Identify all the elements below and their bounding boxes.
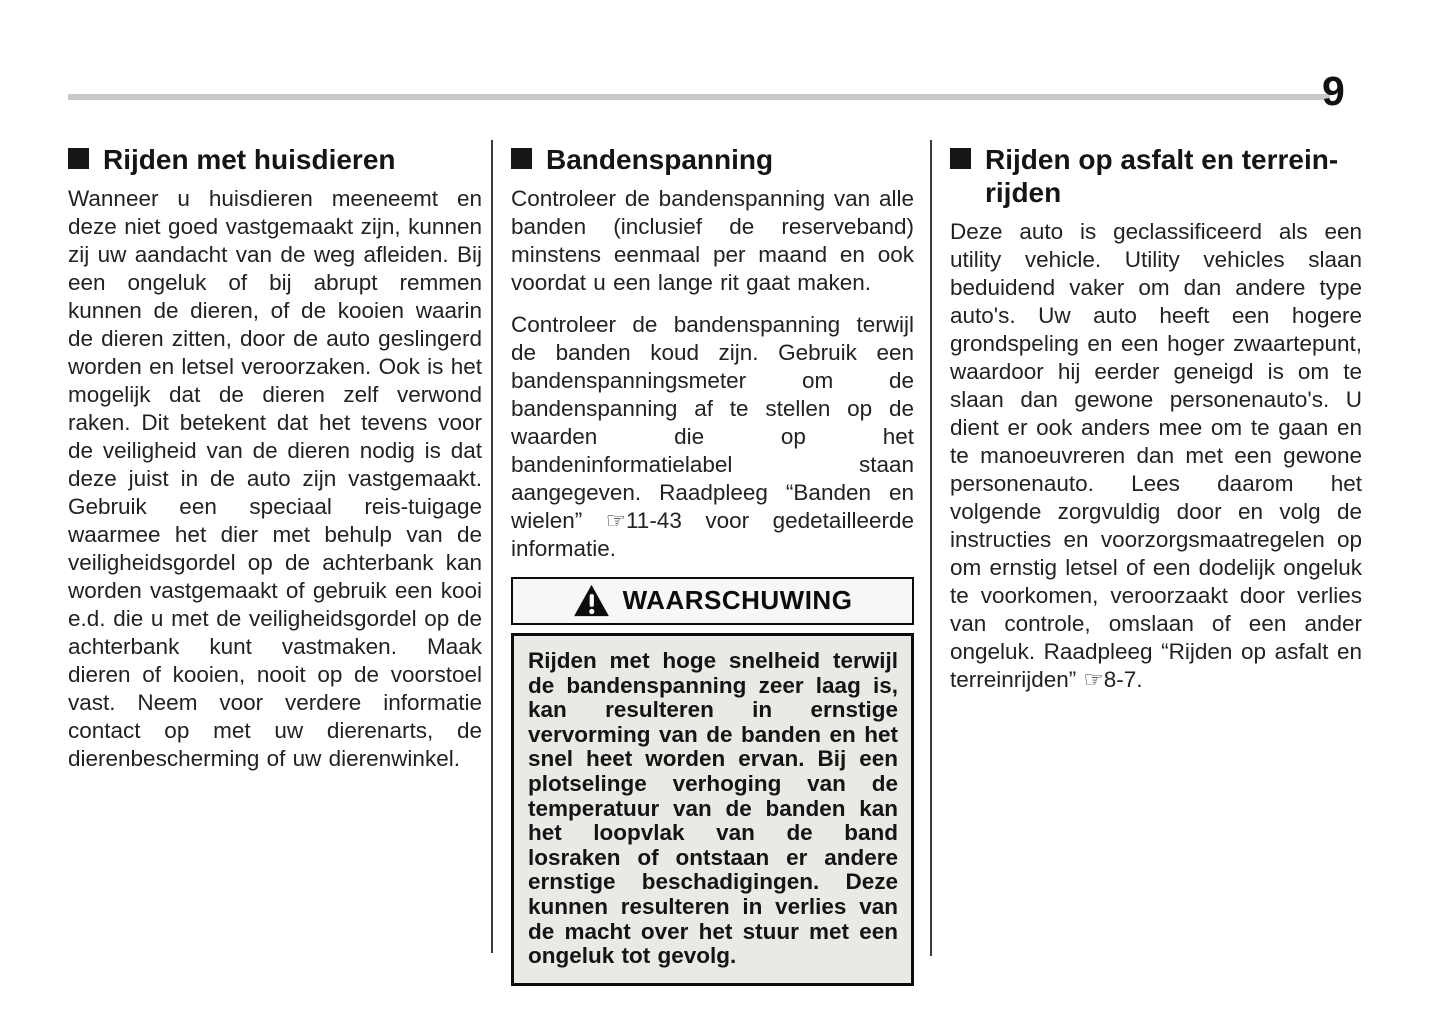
header-rule: [68, 94, 1330, 100]
paragraph-tire-pressure-1: Controleer de bandenspanning van alle banden (inclusief de reserveband) minstens eenmaal per maand en ook voordat u een lange rit gaat maken.: [511, 186, 914, 296]
column-divider-right: [930, 140, 932, 956]
heading-text: [103, 143, 396, 176]
paragraph-on-off-road: Deze auto is geclassificeerd als een utility vehicle. Utility vehicles slaan beduidend vaker om dan andere type auto's. Uw auto heeft een hogere grondspeling en een hoger zwaartepunt, waardoor hij eerder geneigd is om te slaan dan gewone personenauto's. U dient er ook anders mee om te gaan en te manoeuvreren dan met een gewone personenauto. Lees daarom het volgende zorgvuldig door en volg de instructies en voorzorgsmaatregelen op om ernstig letsel of een dodelijk ongeluk te voorkomen, veroorzaakt door verlies van controle, omslaan of een ander ongeluk. Raadpleeg “Rijden op asfalt en terreinrijden” ☞8-7.: [950, 219, 1362, 693]
column-on-road-off-road: [950, 143, 1362, 708]
heading-line: Bandenspanning: [546, 144, 774, 175]
square-bullet-icon: [950, 148, 971, 169]
column-tire-pressure: [511, 143, 914, 986]
heading-line: Rijden op asfalt en terrein-: [985, 144, 1339, 175]
heading-text: [985, 143, 1338, 209]
warning-triangle-icon: [573, 584, 610, 617]
section-heading-on-off-road: [950, 143, 1362, 209]
square-bullet-icon: [511, 148, 532, 169]
warning-title: WAARSCHUWING: [622, 585, 853, 616]
heading-line: rijden: [985, 177, 1062, 209]
paragraph-pets: Wanneer u huisdieren meeneemt en deze niet goed vastgemaakt zijn, kunnen zij uw aandacht van de weg afleiden. Bij een ongeluk of bij abrupt remmen kunnen de dieren, of de kooien waarin de dieren zitten, door de auto geslingerd worden en letsel veroorzaken. Ook is het mogelijk dat de dieren zelf verwond raken. Dit betekent dat het tevens voor de veiligheid van de dieren nodig is dat deze juist in de auto zijn vastgemaakt. Gebruik een speciaal reis-tuigage waarmee het dier met behulp van de veiligheidsgordel op de achterbank kan worden vastgemaakt of gebruik een kooi e.d. die u met de veiligheidsgordel op de achterbank kunt vastmaken. Maak dieren of kooien, nooit op de voorstoel vast. Neem voor verdere informatie contact op met uw dierenarts, de dierenbescherming of uw dierenwinkel.: [68, 186, 482, 772]
square-bullet-icon: [68, 148, 89, 169]
column-riding-with-pets: [68, 143, 482, 787]
section-heading-tire-pressure: [511, 143, 914, 176]
paragraph-tire-pressure-2: Controleer de bandenspanning terwijl de banden koud zijn. Gebruik een bandenspanningsmeter om de bandenspanning af te stellen op de waarden die op het bandeninformatielabel staan aangegeven. Raadpleeg “Banden en wielen” ☞11-43 voor gedetailleerde informatie.: [511, 312, 914, 562]
warning-header-box: [511, 577, 914, 625]
heading-text: [546, 143, 773, 176]
page-number: 9: [1322, 68, 1345, 114]
section-heading-pets: [68, 143, 482, 176]
heading-line: Rijden met huisdieren: [103, 144, 396, 175]
column-divider-left: [491, 140, 493, 953]
warning-body-box: Rijden met hoge snelheid terwijl de bandenspanning zeer laag is, kan resulteren in ernstige vervorming van de banden en het snel heet worden ervan. Bij een plotselinge verhoging van de temperatuur van de banden kan het loopvlak van de band losraken of ontstaan er andere ernstige beschadigingen. Deze kunnen resulteren in verlies van de macht over het stuur met een ongeluk tot gevolg.: [511, 633, 914, 986]
